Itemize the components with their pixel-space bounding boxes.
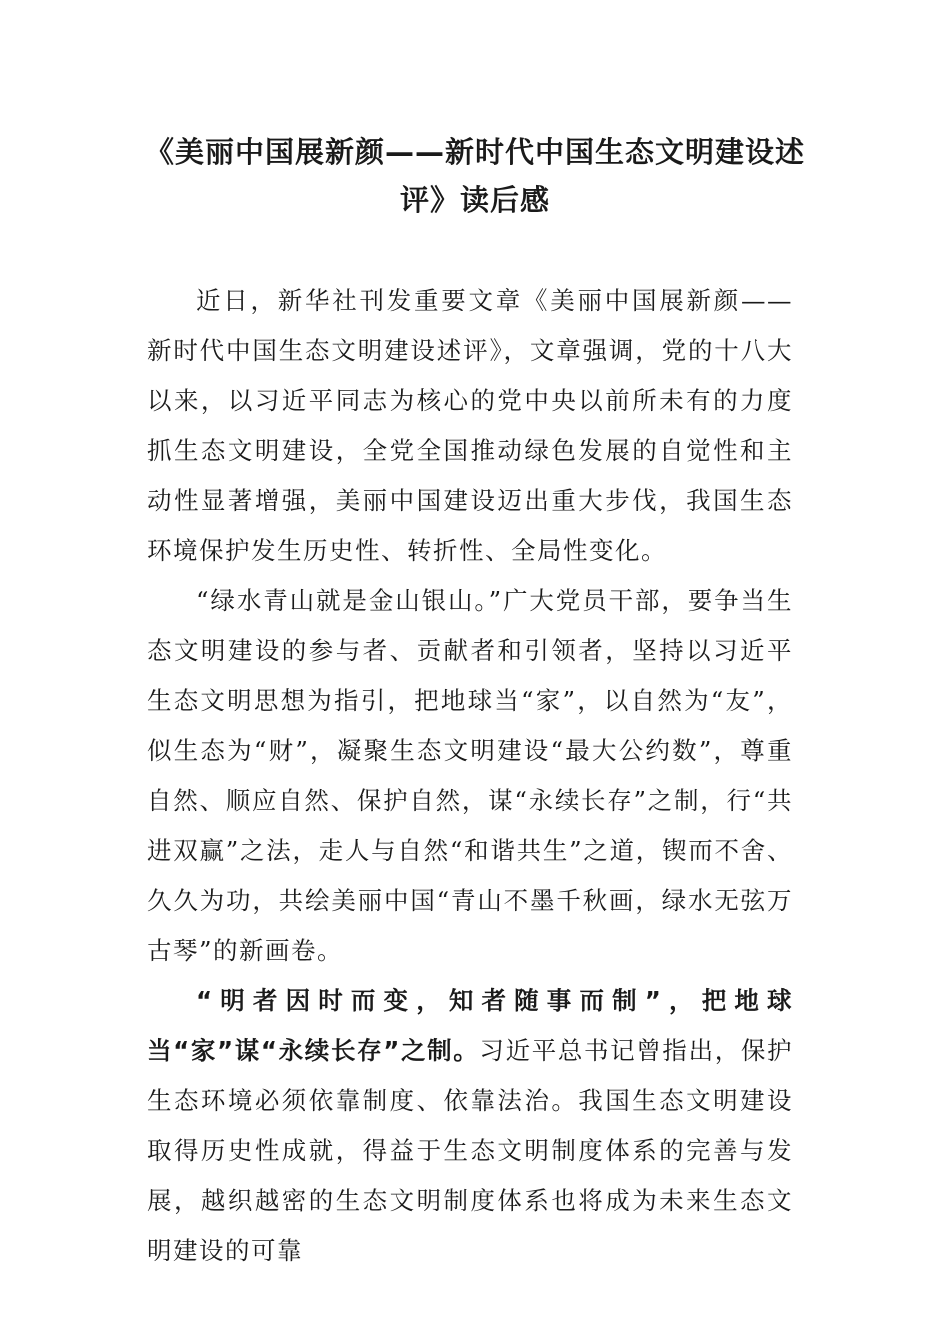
paragraph-2: [147, 576, 793, 976]
paragraph-2-text: “绿水青山就是金山银山。”广大党员干部，要争当生态文明建设的参与者、贡献者和引领者，坚持以习近平生态文明思想为指引，把地球当“家”，以自然为“友”，似生态为“财”，凝聚生态文明建设“最大公约数”，尊重自然、顺应自然、保护自然，谋“永续长存”之制，行“共进双赢”之法，走人与自然“和谐共生”之道，锲而不舍、久久为功，共绘美丽中国“青山不墨千秋画，绿水无弦万古琴”的新画卷。: [147, 586, 793, 965]
document-title: 《美丽中国展新颜——新时代中国生态文明建设述评》读后感: [144, 135, 805, 217]
paragraph-3-lead: “明者因时而变，知者随事而制”，把地球当“家”谋“永续长存”之制。: [147, 986, 793, 1065]
paragraph-1-text: 近日，新华社刊发重要文章《美丽中国展新颜——新时代中国生态文明建设述评》，文章强调，党的十八大以来，以习近平同志为核心的党中央以前所未有的力度抓生态文明建设，全党全国推动绿色发展的自觉性和主动性显著增强，美丽中国建设迈出重大步伐，我国生态环境保护发生历史性、转折性、全局性变化。: [147, 286, 793, 565]
paragraph-3: [147, 976, 793, 1276]
paragraph-3-text: 习近平总书记曾指出，保护生态环境必须依靠制度、依靠法治。我国生态文明建设取得历史性成就，得益于生态文明制度体系的完善与发展，越织越密的生态文明制度体系也将成为未来生态文明建设的可靠: [147, 1036, 793, 1265]
paragraph-1: [147, 276, 793, 576]
document-body: [147, 276, 793, 1276]
